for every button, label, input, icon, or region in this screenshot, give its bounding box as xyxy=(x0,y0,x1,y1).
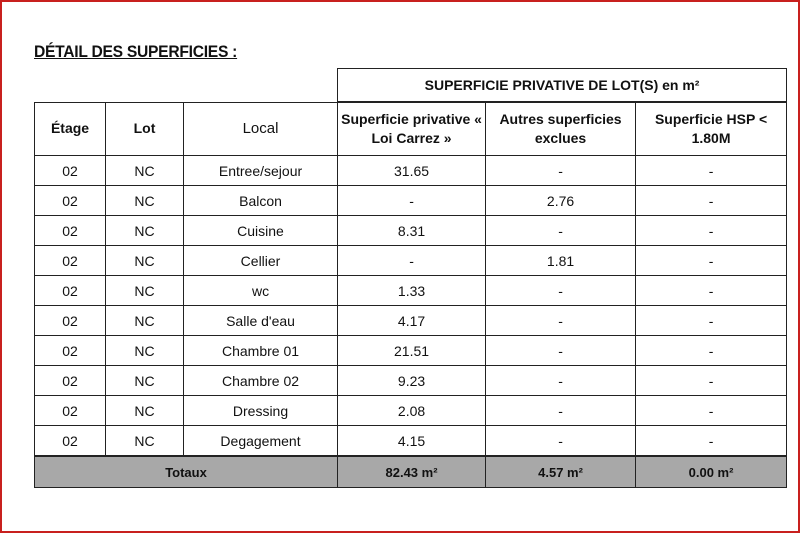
cell-etage: 02 xyxy=(35,216,106,246)
table-row xyxy=(35,216,787,246)
cell-lot: NC xyxy=(106,186,184,216)
totals-row xyxy=(35,456,787,488)
table-row xyxy=(35,186,787,216)
cell-lot: NC xyxy=(106,366,184,396)
cell-local: Cuisine xyxy=(184,216,338,246)
cell-autres: 1.81 xyxy=(486,246,636,276)
cell-lot: NC xyxy=(106,276,184,306)
header-spacer xyxy=(35,69,338,103)
page-title: DÉTAIL DES SUPERFICIES : xyxy=(34,42,238,61)
cell-hsp: - xyxy=(636,156,787,186)
cell-etage: 02 xyxy=(35,426,106,457)
table-row xyxy=(35,396,787,426)
cell-local: Dressing xyxy=(184,396,338,426)
totals-hsp: 0.00 m² xyxy=(636,456,787,488)
cell-autres: - xyxy=(486,336,636,366)
cell-autres: 2.76 xyxy=(486,186,636,216)
cell-etage: 02 xyxy=(35,186,106,216)
cell-hsp: - xyxy=(636,366,787,396)
cell-lot: NC xyxy=(106,426,184,457)
cell-local: Chambre 01 xyxy=(184,336,338,366)
cell-autres: - xyxy=(486,366,636,396)
cell-autres: - xyxy=(486,306,636,336)
header-lot: Lot xyxy=(106,102,184,156)
cell-autres: - xyxy=(486,276,636,306)
cell-lot: NC xyxy=(106,246,184,276)
cell-hsp: - xyxy=(636,186,787,216)
cell-lot: NC xyxy=(106,336,184,366)
cell-hsp: - xyxy=(636,216,787,246)
superficies-table xyxy=(34,68,787,488)
table-body xyxy=(35,156,787,457)
cell-local: Cellier xyxy=(184,246,338,276)
totals-label: Totaux xyxy=(35,456,338,488)
cell-carrez: 4.17 xyxy=(338,306,486,336)
cell-carrez: 4.15 xyxy=(338,426,486,457)
table-row xyxy=(35,306,787,336)
cell-etage: 02 xyxy=(35,336,106,366)
cell-carrez: 1.33 xyxy=(338,276,486,306)
cell-carrez: 9.23 xyxy=(338,366,486,396)
cell-lot: NC xyxy=(106,216,184,246)
cell-carrez: 31.65 xyxy=(338,156,486,186)
cell-etage: 02 xyxy=(35,156,106,186)
header-loi-carrez: Superficie privative « Loi Carrez » xyxy=(338,102,486,156)
header-autres: Autres superficies exclues xyxy=(486,102,636,156)
cell-carrez: 21.51 xyxy=(338,336,486,366)
cell-hsp: - xyxy=(636,396,787,426)
cell-etage: 02 xyxy=(35,276,106,306)
header-etage: Étage xyxy=(35,102,106,156)
cell-autres: - xyxy=(486,426,636,457)
cell-etage: 02 xyxy=(35,306,106,336)
cell-local: Salle d'eau xyxy=(184,306,338,336)
cell-carrez: 8.31 xyxy=(338,216,486,246)
cell-local: Degagement xyxy=(184,426,338,457)
cell-local: Chambre 02 xyxy=(184,366,338,396)
table-row xyxy=(35,276,787,306)
cell-lot: NC xyxy=(106,156,184,186)
table-row xyxy=(35,426,787,457)
cell-carrez: 2.08 xyxy=(338,396,486,426)
cell-etage: 02 xyxy=(35,396,106,426)
cell-lot: NC xyxy=(106,306,184,336)
cell-hsp: - xyxy=(636,306,787,336)
cell-autres: - xyxy=(486,216,636,246)
cell-local: Balcon xyxy=(184,186,338,216)
table-row xyxy=(35,366,787,396)
cell-carrez: - xyxy=(338,246,486,276)
table-row xyxy=(35,156,787,186)
group-header: SUPERFICIE PRIVATIVE DE LOT(S) en m² xyxy=(338,69,787,103)
cell-carrez: - xyxy=(338,186,486,216)
cell-autres: - xyxy=(486,156,636,186)
cell-local: wc xyxy=(184,276,338,306)
cell-etage: 02 xyxy=(35,246,106,276)
cell-local: Entree/sejour xyxy=(184,156,338,186)
cell-autres: - xyxy=(486,396,636,426)
cell-etage: 02 xyxy=(35,366,106,396)
header-local: Local xyxy=(184,102,338,156)
table-row xyxy=(35,336,787,366)
table-row xyxy=(35,246,787,276)
totals-carrez: 82.43 m² xyxy=(338,456,486,488)
cell-hsp: - xyxy=(636,336,787,366)
cell-lot: NC xyxy=(106,396,184,426)
cell-hsp: - xyxy=(636,426,787,457)
header-hsp: Superficie HSP < 1.80M xyxy=(636,102,787,156)
totals-autres: 4.57 m² xyxy=(486,456,636,488)
cell-hsp: - xyxy=(636,246,787,276)
cell-hsp: - xyxy=(636,276,787,306)
